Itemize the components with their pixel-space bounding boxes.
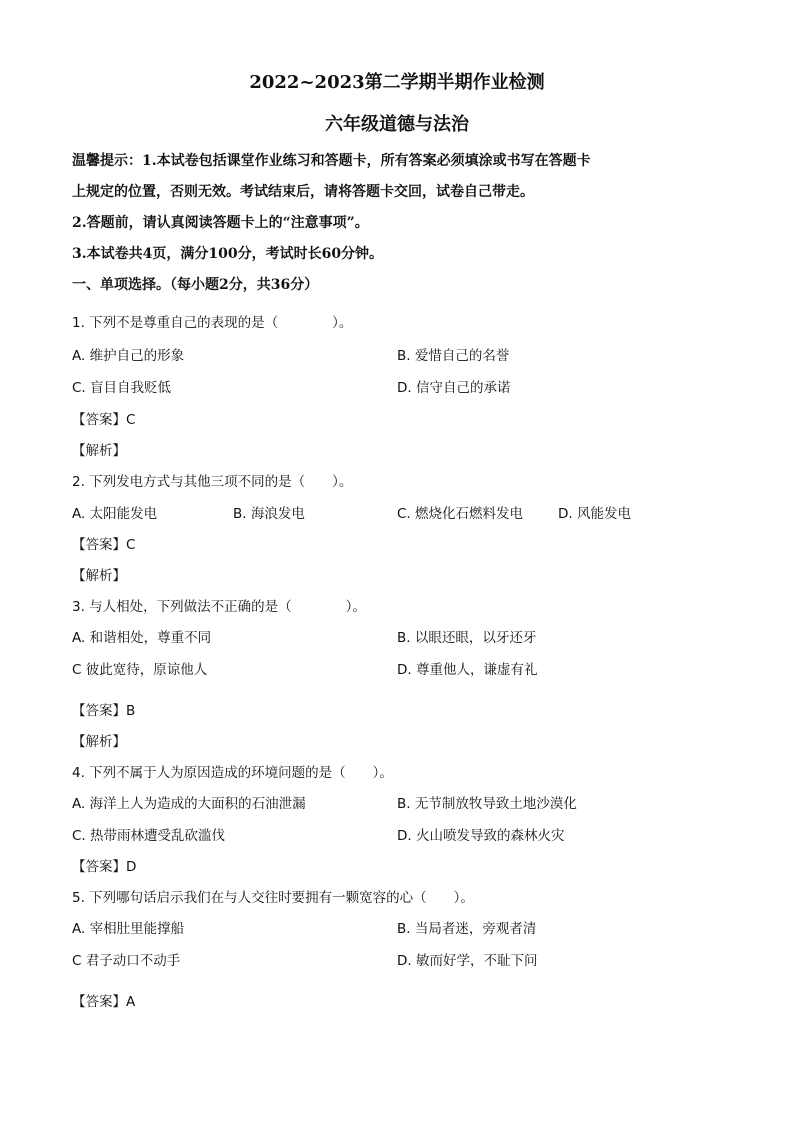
question-1-option-b: B. 爱惜自己的名誉 [397,348,510,364]
question-5-option-d: D. 敏而好学，不耻下问 [397,953,538,969]
question-5-option-a: A. 宰相肚里能撑船 [72,921,185,937]
question-2-option-a: A. 太阳能发电 [72,506,158,522]
exam-title: 2022~2023第二学期半期作业检测 [249,72,545,93]
question-1-option-a: A. 维护自己的形象 [72,348,185,364]
question-3-analysis: 【解析】 [72,734,126,750]
question-2-stem: 2. 下列发电方式与其他三项不同的是（ ）。 [72,474,353,490]
question-5-stem: 5. 下列哪句话启示我们在与人交往时要拥有一颗宽容的心（ ）。 [72,890,474,906]
instruction-line-4: 3.本试卷共4页，满分100分，考试时长60分钟。 [72,246,384,262]
question-5-answer: 【答案】A [72,994,136,1010]
question-4-option-b: B. 无节制放牧导致土地沙漠化 [397,796,577,812]
question-1-option-c: C. 盲目自我贬低 [72,380,172,396]
question-2-option-c: C. 燃烧化石燃料发电 [397,506,524,522]
question-4-option-a: A. 海洋上人为造成的大面积的石油泄漏 [72,796,306,812]
section-title: 一、单项选择。（每小题2分，共36分） [72,277,319,293]
question-4-stem: 4. 下列不属于人为原因造成的环境问题的是（ ）。 [72,765,393,781]
question-2-analysis: 【解析】 [72,568,126,584]
instruction-line-1: 温馨提示：1.本试卷包括课堂作业练习和答题卡，所有答案必须填涂或书写在答题卡 [72,153,591,169]
question-5-option-c: C 君子动口不动手 [72,953,181,969]
instruction-line-2: 上规定的位置，否则无效。考试结束后，请将答题卡交回，试卷自己带走。 [72,184,534,200]
question-5-option-b: B. 当局者迷，旁观者清 [397,921,537,937]
question-2-answer: 【答案】C [72,537,136,553]
question-4-answer: 【答案】D [72,859,137,875]
instruction-line-3: 2.答题前，请认真阅读答题卡上的“注意事项”。 [72,215,369,231]
question-3-stem: 3. 与人相处，下列做法不正确的是（ ）。 [72,599,366,615]
question-1-answer: 【答案】C [72,412,136,428]
question-2-option-d: D. 风能发电 [558,506,631,522]
question-3-option-a: A. 和谐相处，尊重不同 [72,630,212,646]
question-1-stem: 1. 下列不是尊重自己的表现的是（ ）。 [72,315,353,331]
question-3-answer: 【答案】B [72,703,136,719]
question-3-option-b: B. 以眼还眼，以牙还牙 [397,630,537,646]
question-3-option-d: D. 尊重他人，谦虚有礼 [397,662,538,678]
exam-subtitle: 六年级道德与法治 [325,114,469,135]
question-3-option-c: C 彼此宽待，原谅他人 [72,662,208,678]
question-1-analysis: 【解析】 [72,443,126,459]
question-2-option-b: B. 海浪发电 [233,506,305,522]
question-4-option-d: D. 火山喷发导致的森林火灾 [397,828,565,844]
question-1-option-d: D. 信守自己的承诺 [397,380,511,396]
question-4-option-c: C. 热带雨林遭受乱砍滥伐 [72,828,226,844]
